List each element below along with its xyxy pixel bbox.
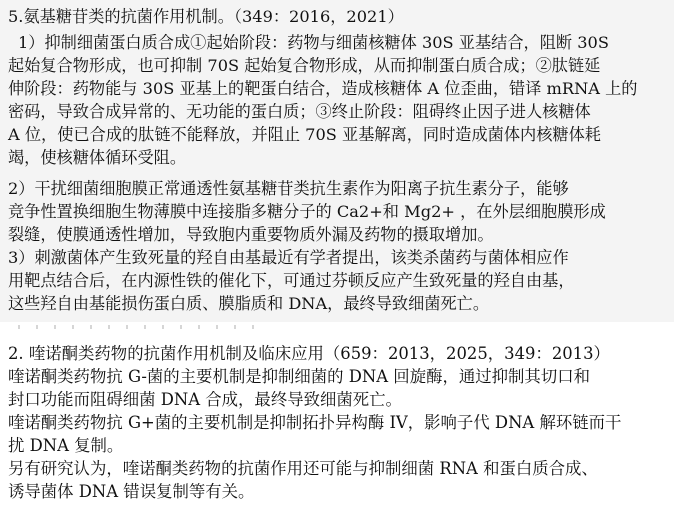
paragraph-line: 这些羟自由基能损伤蛋白质、膜脂质和 DNA，最终导致细菌死亡。 bbox=[8, 294, 490, 313]
paragraph-line: 竞争性置换细胞生物薄膜中连接脂多糖分子的 Ca2+和 Mg2+ ，在外层细胞膜形成 bbox=[8, 202, 606, 221]
section-quinolone bbox=[0, 337, 674, 516]
paragraph-line: 封口功能而阻碍细菌 DNA 合成，最终导致细菌死亡。 bbox=[8, 390, 402, 409]
section-heading: 2. 喹诺酮类药物的抗菌作用机制及临床应用（659：2013，2025，349：2013） bbox=[8, 344, 610, 363]
paragraph-line: 1）抑制细菌蛋白质合成①起始阶段：药物与细菌核糖体 30S 亚基结合，阻断 30S bbox=[18, 33, 609, 52]
paragraph-line: 喹诺酮类药物抗 G+菌的主要机制是抑制拓扑异构酶 IV，影响子代 DNA 解环链而干 bbox=[8, 413, 622, 432]
paragraph-line: 竭，使核糖体循环受阻。 bbox=[8, 148, 187, 167]
paragraph-line: 2）干扰细菌细胞膜正常通透性氨基糖苷类抗生素作为阳离子抗生素分子，能够 bbox=[8, 179, 569, 198]
paragraph-line: 扰 DNA 复制。 bbox=[8, 436, 124, 455]
paragraph-line: 伸阶段：药物能与 30S 亚基上的靶蛋白结合，造成核糖体 A 位歪曲，错译 mRNA 上的 bbox=[8, 79, 638, 98]
paragraph-line: A 位，使已合成的肽链不能释放，并阻止 70S 亚基解离，同时造成菌体内核糖体耗 bbox=[8, 125, 601, 144]
section-heading: 5.氨基糖苷类的抗菌作用机制。（349：2016，2021） bbox=[8, 7, 404, 26]
paragraph-line: 密码，导致合成异常的、无功能的蛋白质；③终止阶段：阻碍终止因子进人核糖体 bbox=[8, 102, 591, 121]
paragraph-line: 3）刺激菌体产生致死量的羟自由基最近有学者提出，该类杀菌药与菌体相应作 bbox=[8, 248, 569, 267]
paragraph-line: 裂缝，使膜通透性增加，导致胞内重要物质外漏及药物的摄取增加。 bbox=[8, 225, 494, 244]
paragraph-line: 起始复合物形成，也可抑制 70S 起始复合物形成，从而抑制蛋白质合成；②肽链延 bbox=[8, 56, 601, 75]
paragraph-line: 用靶点结合后，在内源性铁的催化下，可通过芬顿反应产生致死量的羟自由基， bbox=[8, 271, 575, 290]
section-divider bbox=[18, 325, 258, 329]
paragraph-line: 诱导菌体 DNA 错误复制等有关。 bbox=[8, 482, 255, 501]
paragraph-line: 另有研究认为，喹诺酮类药物的抗菌作用还可能与抑制细菌 RNA 和蛋白质合成、 bbox=[8, 459, 598, 478]
paragraph-line: 喹诺酮类药物抗 G-菌的主要机制是抑制细菌的 DNA 回旋酶，通过抑制其切口和 bbox=[8, 367, 590, 386]
